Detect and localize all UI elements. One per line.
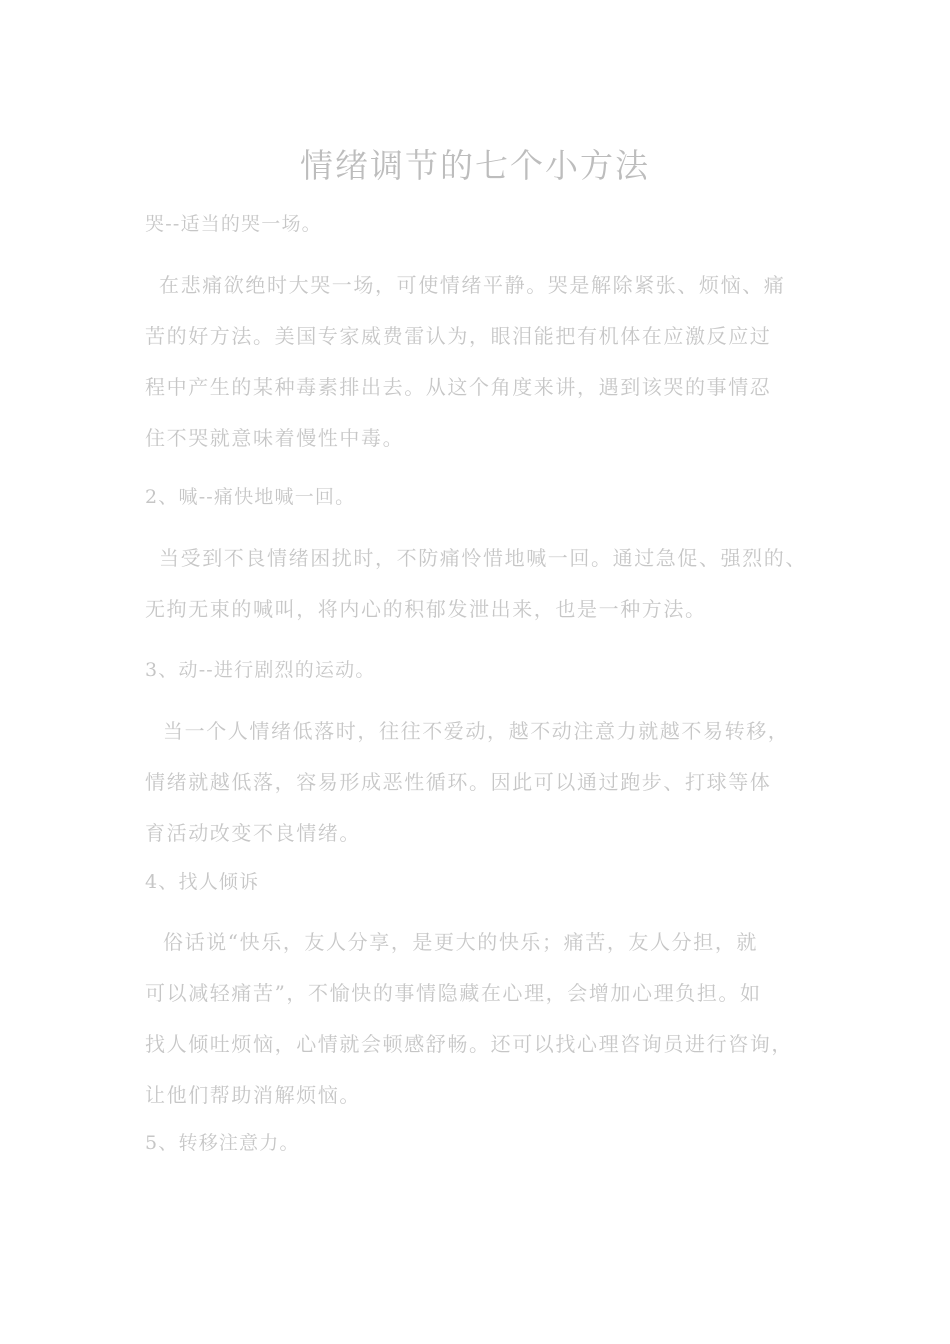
paragraph-line: 情绪就越低落，容易形成恶性循环。因此可以通过跑步、打球等体 — [145, 770, 772, 794]
paragraph-line: 苦的好方法。美国专家威费雷认为，眼泪能把有机体在应激反应过 — [145, 324, 772, 348]
section-paragraph — [145, 260, 825, 464]
section-paragraph — [145, 706, 825, 859]
section-heading: 2、喊--痛快地喊一回。 — [145, 486, 356, 508]
paragraph-line: 育活动改变不良情绪。 — [145, 821, 361, 845]
section-heading: 5、转移注意力。 — [145, 1132, 300, 1154]
document-title: 情绪调节的七个小方法 — [300, 146, 650, 185]
section-heading: 4、找人倾诉 — [145, 871, 260, 893]
paragraph-line: 在悲痛欲绝时大哭一场，可使情绪平静。哭是解除紧张、烦恼、痛 — [159, 273, 786, 297]
paragraph-line: 找人倾吐烦恼，心情就会顿感舒畅。还可以找心理咨询员进行咨询， — [145, 1032, 793, 1056]
paragraph-line: 可以减轻痛苦”，不愉快的事情隐藏在心理，会增加心理负担。如 — [145, 981, 762, 1005]
paragraph-line: 当受到不良情绪困扰时，不防痛怜惜地喊一回。通过急促、强烈的、 — [159, 546, 807, 570]
paragraph-line: 俗话说“快乐，友人分享，是更大的快乐；痛苦，友人分担，就 — [163, 930, 759, 954]
section-paragraph — [145, 917, 825, 1121]
paragraph-line: 程中产生的某种毒素排出去。从这个角度来讲，遇到该哭的事情忍 — [145, 375, 772, 399]
paragraph-line: 当一个人情绪低落时，往往不爱动，越不动注意力就越不易转移， — [163, 719, 790, 743]
section-heading: 3、动--进行剧烈的运动。 — [145, 659, 376, 681]
paragraph-line: 无拘无束的喊叫，将内心的积郁发泄出来，也是一种方法。 — [145, 597, 707, 621]
paragraph-line: 让他们帮助消解烦恼。 — [145, 1083, 361, 1107]
paragraph-line: 住不哭就意味着慢性中毒。 — [145, 426, 405, 450]
section-heading: 哭--适当的哭一场。 — [145, 213, 322, 235]
section-paragraph — [145, 533, 825, 635]
